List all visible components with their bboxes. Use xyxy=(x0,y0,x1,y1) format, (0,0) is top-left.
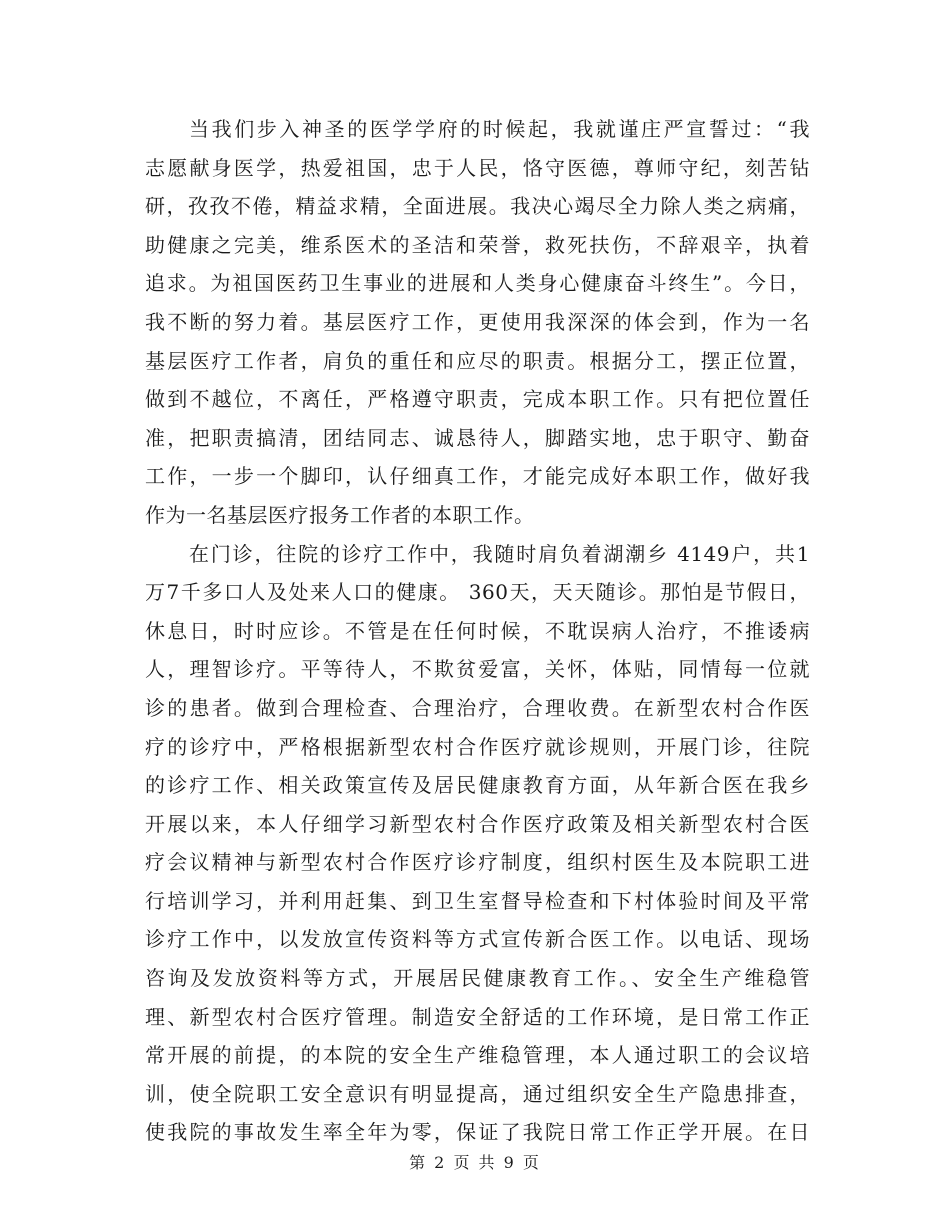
text-line: 我不断的努力着。基层医疗工作，更使用我深深的体会到，作为一名 xyxy=(145,309,810,334)
text-line: 志愿献身医学，热爱祖国，忠于人民，恪守医德，尊师守纪，刻苦钻 xyxy=(145,155,810,180)
text-line: 追求。为祖国医药卫生事业的进展和人类身心健康奋斗终生”。今日， xyxy=(145,271,810,296)
text-line: 休息日，时时应诊。不管是在任何时候，不耽误病人治疗，不推诿病 xyxy=(145,618,810,643)
text-line: 当我们步入神圣的医学学府的时候起，我就谨庄严宣誓过：“我 xyxy=(189,117,810,141)
text-line: 助健康之完美，维系医术的圣洁和荣誉，救死扶伤，不辞艰辛，执着 xyxy=(145,232,810,257)
text-line: 行培训学习，并利用赶集、到卫生室督导检查和下村体验时间及平常 xyxy=(145,888,810,913)
page-number-footer: 第 2 页 共 9 页 xyxy=(409,1153,541,1172)
text-line: 工作，一步一个脚印，认仔细真工作，才能完成好本职工作，做好我 xyxy=(145,464,810,489)
text-line: 开展以来，本人仔细学习新型农村合作医疗政策及相关新型农村合医 xyxy=(145,811,810,836)
text-line: 训，使全院职工安全意识有明显提高，通过组织安全生产隐患排查， xyxy=(145,1081,810,1106)
text-line: 咨询及发放资料等方式，开展居民健康教育工作。、安全生产维稳管 xyxy=(145,966,810,991)
text-line: 的诊疗工作、相关政策宣传及居民健康教育方面，从年新合医在我乡 xyxy=(145,773,810,798)
text-line: 常开展的前提，的本院的安全生产维稳管理，本人通过职工的会议培 xyxy=(145,1043,810,1068)
text-line: 万7千多口人及处来人口的健康。 360天，天天随诊。那怕是节假日， xyxy=(145,580,810,605)
text-line: 在门诊，往院的诊疗工作中，我随时肩负着湖潮乡 4149户，共1 xyxy=(189,541,810,566)
text-line: 作为一名基层医疗报务工作者的本职工作。 xyxy=(145,502,535,527)
text-line: 研，孜孜不倦，精益求精，全面进展。我决心竭尽全力除人类之病痛， xyxy=(145,194,810,219)
text-line: 准，把职责搞清，团结同志、诚恳待人，脚踏实地，忠于职守、勤奋 xyxy=(145,425,810,450)
text-line: 人，理智诊疗。平等待人，不欺贫爱富，关怀，体贴，同情每一位就 xyxy=(145,657,810,682)
text-line: 基层医疗工作者，肩负的重任和应尽的职责。根据分工，摆正位置， xyxy=(145,348,810,373)
text-line: 诊疗工作中，以发放宣传资料等方式宣传新合医工作。以电话、现场 xyxy=(145,927,810,952)
text-line: 做到不越位，不离任，严格遵守职责，完成本职工作。只有把位置任 xyxy=(145,387,810,412)
text-line: 疗会议精神与新型农村合作医疗诊疗制度，组织村医生及本院职工进 xyxy=(145,850,810,875)
text-line: 理、新型农村合医疗管理。制造安全舒适的工作环境，是日常工作正 xyxy=(145,1004,810,1029)
text-line: 使我院的事故发生率全年为零，保证了我院日常工作正学开展。在日 xyxy=(145,1120,810,1145)
text-line: 疗的诊疗中，严格根据新型农村合作医疗就诊规则，开展门诊，往院 xyxy=(145,734,810,759)
document-body xyxy=(145,110,810,1152)
text-line: 诊的患者。做到合理检查、合理治疗，合理收费。在新型农村合作医 xyxy=(145,695,810,720)
